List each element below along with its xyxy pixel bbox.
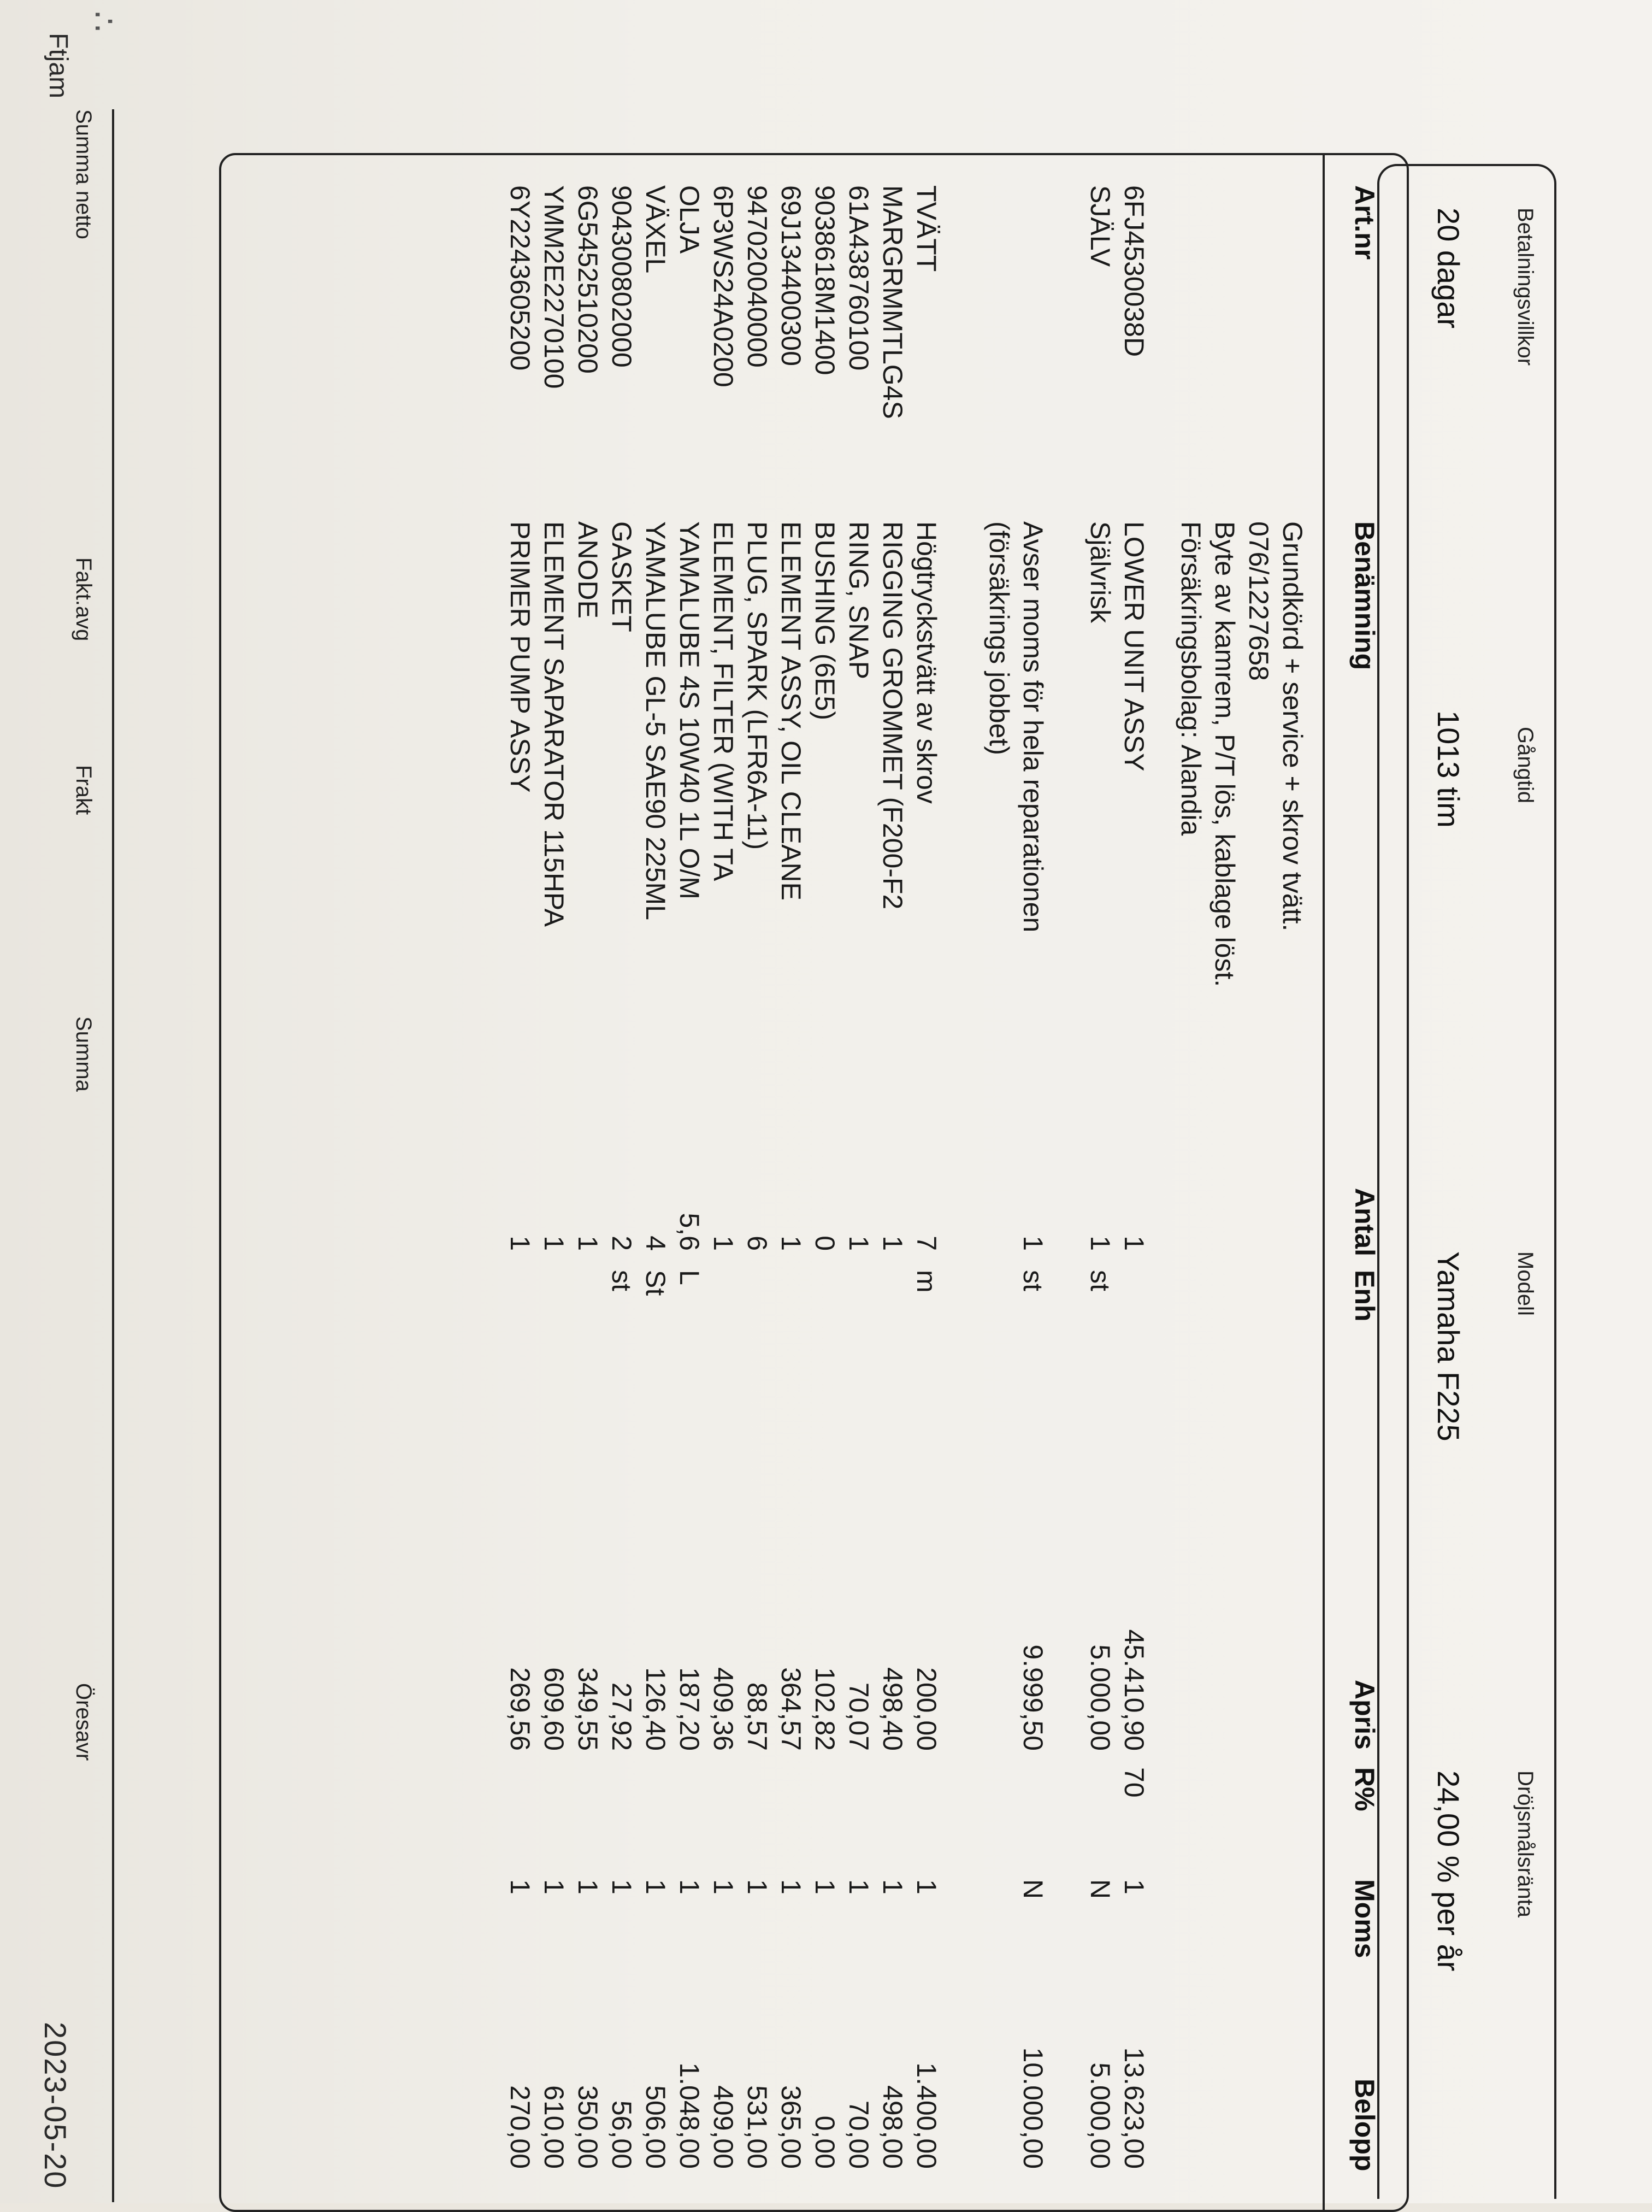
vat-code-cell: 1 bbox=[573, 1879, 603, 1895]
col-enh: Enh bbox=[1349, 1270, 1380, 1322]
running-time-label: Gångtid bbox=[1513, 727, 1537, 804]
amount-cell: 5.000,00 bbox=[1085, 2062, 1116, 2169]
description-cell: GASKET bbox=[606, 521, 637, 632]
invoice-fee-label: Fakt.avg bbox=[72, 557, 96, 642]
description-cell: YAMALUBE GL-5 SAE90 225ML bbox=[640, 521, 671, 920]
description-cell: Avser moms för hela reparationen bbox=[1018, 521, 1048, 933]
quantity-cell: 1 bbox=[573, 1236, 603, 1251]
vat-code-cell: N bbox=[1018, 1879, 1048, 1899]
art-nr-cell: 6Y2243605200 bbox=[505, 185, 535, 371]
art-nr-cell: 6P3WS24A0200 bbox=[708, 185, 739, 387]
vat-code-cell: 1 bbox=[708, 1879, 739, 1895]
unit-price-cell: 88,57 bbox=[742, 1682, 772, 1751]
table-header bbox=[1323, 155, 1407, 2210]
corner-text-fragment: Ftjam bbox=[44, 33, 73, 98]
art-nr-cell: YMM2E2270100 bbox=[539, 185, 569, 389]
amount-cell: 350,00 bbox=[573, 2085, 603, 2169]
vat-code-cell: 1 bbox=[505, 1879, 535, 1895]
table-row bbox=[1174, 155, 1207, 2210]
quantity-cell: 1 bbox=[1119, 1236, 1149, 1251]
unit-price-cell: 70,07 bbox=[843, 1682, 874, 1751]
table-row bbox=[1208, 155, 1241, 2210]
description-cell: LOWER UNIT ASSY bbox=[1119, 521, 1149, 772]
amount-cell: 270,00 bbox=[505, 2085, 535, 2169]
quantity-cell: 1 bbox=[708, 1236, 739, 1251]
model-value: Yamaha F225 bbox=[1431, 1251, 1466, 1442]
quantity-cell: 5,6 bbox=[674, 1213, 705, 1251]
vat-code-cell: 1 bbox=[539, 1879, 569, 1895]
quantity-cell: 1 bbox=[505, 1236, 535, 1251]
description-cell: ELEMENT ASSY, OIL CLEANE bbox=[776, 521, 806, 901]
table-row bbox=[672, 155, 705, 2210]
description-cell: Självrisk bbox=[1085, 521, 1116, 623]
vat-code-cell: 1 bbox=[742, 1879, 772, 1895]
amount-cell: 56,00 bbox=[606, 2100, 637, 2169]
sum-label: Summa bbox=[72, 1016, 96, 1092]
vat-code-cell: 1 bbox=[674, 1879, 705, 1895]
description-cell: PRIMER PUMP ASSY bbox=[505, 521, 535, 793]
pen-mark: ∴ bbox=[85, 11, 122, 32]
art-nr-cell: OLJA bbox=[674, 185, 705, 254]
unit-price-cell: 9.999,50 bbox=[1018, 1644, 1048, 1751]
description-cell: PLUG, SPARK (LFR6A-11) bbox=[742, 521, 772, 850]
unit-price-cell: 364,57 bbox=[776, 1667, 806, 1751]
col-belopp: Belopp bbox=[1349, 2079, 1380, 2172]
unit-cell: st bbox=[606, 1270, 637, 1291]
vat-code-cell: 1 bbox=[810, 1879, 840, 1895]
vat-code-cell: 1 bbox=[1119, 1879, 1149, 1895]
amount-cell: 498,00 bbox=[877, 2085, 908, 2169]
discount-cell: 70 bbox=[1119, 1767, 1149, 1798]
table-row bbox=[982, 155, 1015, 2210]
payment-terms-label: Betalningsvillkor bbox=[1513, 208, 1537, 366]
quantity-cell: 6 bbox=[742, 1236, 772, 1251]
col-benamning: Benämning bbox=[1349, 521, 1380, 670]
art-nr-cell: 6G5452510200 bbox=[573, 185, 603, 374]
unit-price-cell: 27,92 bbox=[606, 1682, 637, 1751]
quantity-cell: 1 bbox=[776, 1236, 806, 1251]
table-row bbox=[605, 155, 638, 2210]
unit-price-cell: 409,36 bbox=[708, 1667, 739, 1751]
items-table bbox=[219, 153, 1409, 2212]
amount-cell: 70,00 bbox=[843, 2100, 874, 2169]
col-apris: Apris bbox=[1349, 1680, 1380, 1750]
table-row bbox=[1276, 155, 1308, 2210]
net-sum-label: Summa netto bbox=[72, 109, 96, 239]
unit-price-cell: 269,56 bbox=[505, 1667, 535, 1751]
rounding-label: Öresavr bbox=[72, 1683, 96, 1761]
unit-cell: L bbox=[674, 1270, 705, 1285]
table-row bbox=[1242, 155, 1275, 2210]
vat-code-cell: 1 bbox=[843, 1879, 874, 1895]
unit-price-cell: 45.410,90 bbox=[1119, 1629, 1149, 1751]
quantity-cell: 2 bbox=[606, 1236, 637, 1251]
table-row bbox=[842, 155, 875, 2210]
description-cell: Högtryckstvätt av skrov bbox=[911, 521, 942, 804]
amount-cell: 365,00 bbox=[776, 2085, 806, 2169]
unit-price-cell: 609,60 bbox=[539, 1667, 569, 1751]
invoice-date-fragment: 2023-05-20 bbox=[38, 2022, 73, 2190]
model-label: Modell bbox=[1513, 1251, 1537, 1316]
vat-code-cell: 1 bbox=[877, 1879, 908, 1895]
art-nr-cell: 61A438760100 bbox=[843, 185, 874, 371]
unit-price-cell: 5.000,00 bbox=[1085, 1644, 1116, 1751]
art-nr-cell: TVÄTT bbox=[911, 185, 942, 272]
description-cell: ELEMENT SAPARATOR 115HPA bbox=[539, 521, 569, 927]
freight-label: Frakt bbox=[72, 765, 96, 815]
vat-code-cell: N bbox=[1085, 1879, 1116, 1899]
quantity-cell: 1 bbox=[1085, 1236, 1116, 1251]
table-row bbox=[503, 155, 536, 2210]
table-row bbox=[1117, 155, 1150, 2210]
description-cell: (försäkrings jobbet) bbox=[984, 521, 1014, 755]
amount-cell: 0,00 bbox=[810, 2115, 840, 2169]
amount-cell: 409,00 bbox=[708, 2085, 739, 2169]
quantity-cell: 1 bbox=[843, 1236, 874, 1251]
unit-price-cell: 187,20 bbox=[674, 1667, 705, 1751]
unit-cell: St bbox=[640, 1270, 671, 1296]
quantity-cell: 0 bbox=[810, 1236, 840, 1251]
description-cell: ELEMENT, FILTER (WITH TA bbox=[708, 521, 739, 881]
description-cell: ANODE bbox=[573, 521, 603, 619]
quantity-cell: 1 bbox=[877, 1236, 908, 1251]
col-moms: Moms bbox=[1349, 1879, 1380, 1958]
table-row bbox=[571, 155, 604, 2210]
amount-cell: 1.048,00 bbox=[674, 2062, 705, 2169]
table-row bbox=[706, 155, 739, 2210]
quantity-cell: 4 bbox=[640, 1236, 671, 1251]
art-nr-cell: SJÄLV bbox=[1085, 185, 1116, 267]
unit-price-cell: 349,55 bbox=[573, 1667, 603, 1751]
late-interest-value: 24,00 % per år bbox=[1431, 1770, 1466, 1972]
quantity-cell: 1 bbox=[539, 1236, 569, 1251]
unit-price-cell: 102,82 bbox=[810, 1667, 840, 1751]
art-nr-cell: MARGRMMTLG4S bbox=[877, 185, 908, 419]
description-cell: Grundkörd + service + skrov tvätt. bbox=[1277, 521, 1308, 932]
table-row bbox=[639, 155, 671, 2210]
unit-cell: st bbox=[1085, 1270, 1116, 1291]
col-art-nr: Art.nr bbox=[1349, 185, 1380, 260]
description-cell: YAMALUBE 4S 10W40 1L O/M bbox=[674, 521, 705, 899]
amount-cell: 13.623,00 bbox=[1119, 2047, 1149, 2169]
description-cell: RING, SNAP bbox=[843, 521, 874, 679]
totals-footer bbox=[25, 109, 114, 2202]
table-row bbox=[1016, 155, 1049, 2210]
art-nr-cell: 904300802000 bbox=[606, 185, 637, 368]
vat-code-cell: 1 bbox=[640, 1879, 671, 1895]
art-nr-cell: 9038618M1400 bbox=[810, 185, 840, 375]
description-cell: BUSHING (6E5) bbox=[810, 521, 840, 720]
col-rabatt: R% bbox=[1349, 1767, 1380, 1811]
unit-cell: st bbox=[1018, 1270, 1048, 1291]
table-row bbox=[808, 155, 841, 2210]
vat-code-cell: 1 bbox=[606, 1879, 637, 1895]
art-nr-cell: 6FJ4530038D bbox=[1119, 185, 1149, 357]
quantity-cell: 7 bbox=[911, 1236, 942, 1251]
table-row bbox=[876, 155, 908, 2210]
col-antal: Antal bbox=[1349, 1188, 1380, 1256]
table-row bbox=[1083, 155, 1116, 2210]
table-row bbox=[910, 155, 942, 2210]
table-row bbox=[537, 155, 570, 2210]
vat-code-cell: 1 bbox=[776, 1879, 806, 1895]
late-interest-label: Dröjsmålsränta bbox=[1513, 1770, 1537, 1917]
art-nr-cell: 69J134400300 bbox=[776, 185, 806, 366]
unit-price-cell: 200,00 bbox=[911, 1667, 942, 1751]
running-time-value: 1013 tim bbox=[1431, 710, 1466, 828]
vat-code-cell: 1 bbox=[911, 1879, 942, 1895]
description-cell: 076/1227658 bbox=[1243, 521, 1274, 681]
amount-cell: 10.000,00 bbox=[1018, 2047, 1048, 2169]
unit-price-cell: 126,40 bbox=[640, 1667, 671, 1751]
payment-terms-value: 20 dagar bbox=[1431, 208, 1466, 329]
art-nr-cell: VÄXEL bbox=[640, 185, 671, 274]
amount-cell: 506,00 bbox=[640, 2085, 671, 2169]
description-cell: RIGGING GROMMET (F200-F2 bbox=[877, 521, 908, 910]
table-row bbox=[774, 155, 807, 2210]
description-cell: Byte av kamrem, P/T lös, kablage löst. bbox=[1210, 521, 1240, 987]
amount-cell: 610,00 bbox=[539, 2085, 569, 2169]
art-nr-cell: 947020040000 bbox=[742, 185, 772, 368]
quantity-cell: 1 bbox=[1018, 1236, 1048, 1251]
table-row bbox=[740, 155, 773, 2210]
unit-cell: m bbox=[911, 1270, 942, 1293]
unit-price-cell: 498,40 bbox=[877, 1667, 908, 1751]
amount-cell: 531,00 bbox=[742, 2085, 772, 2169]
description-cell: Försäkringsbolag: Alandia bbox=[1176, 521, 1206, 836]
amount-cell: 1.400,00 bbox=[911, 2062, 942, 2169]
